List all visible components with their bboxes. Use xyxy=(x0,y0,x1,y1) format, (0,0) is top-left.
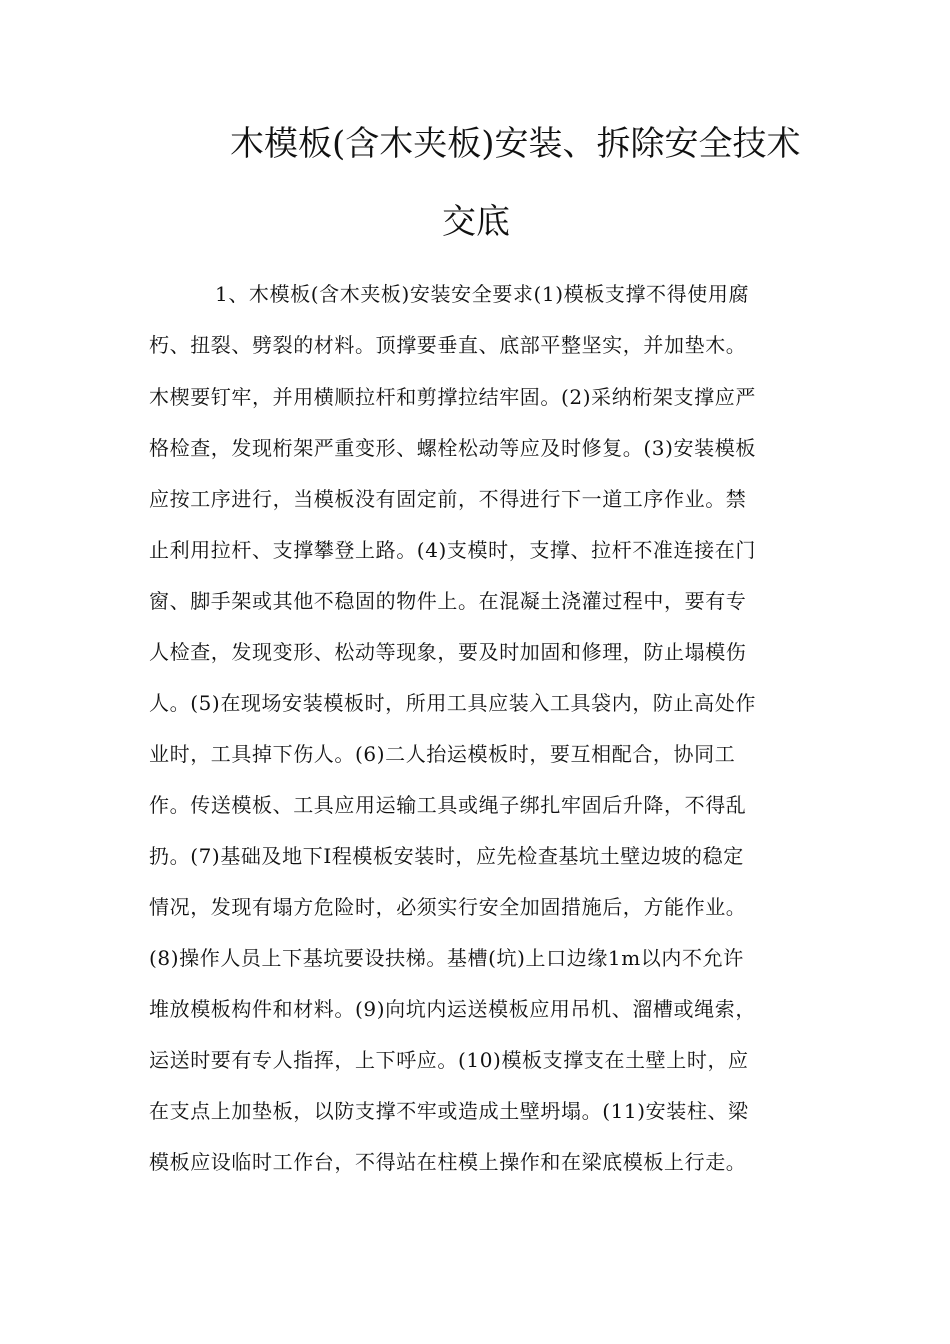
paragraph-line-13: 情况，发现有塌方危险时，必须实行安全加固措施后，方能作业。 xyxy=(149,895,747,919)
paragraph-line-15: 堆放模板构件和材料。(9)向坑内运送模板应用吊机、溜槽或绳索， xyxy=(149,997,756,1021)
paragraph-line-4: 格检查，发现桁架严重变形、螺栓松动等应及时修复。(3)安装模板 xyxy=(149,436,756,460)
paragraph-line-3: 木楔要钉牢，并用横顺拉杆和剪撑拉结牢固。(2)采纳桁架支撑应严 xyxy=(149,385,756,409)
paragraph-line-1: 1、木模板(含木夹板)安装安全要求(1)模板支撑不得使用腐 xyxy=(215,282,750,306)
paragraph-line-2: 朽、扭裂、劈裂的材料。顶撑要垂直、底部平整坚实，并加垫木。 xyxy=(149,333,747,357)
paragraph-line-14: (8)操作人员上下基坑要设扶梯。基槽(坑)上口边缘1m以内不允许 xyxy=(149,946,744,970)
paragraph-line-17: 在支点上加垫板，以防支撑不牢或造成土壁坍塌。(11)安装柱、梁 xyxy=(149,1099,749,1123)
paragraph-line-12: 扔。(7)基础及地下I程模板安装时，应先检查基坑土壁边坡的稳定 xyxy=(149,844,744,868)
paragraph-line-10: 业时，工具掉下伤人。(6)二人抬运模板时，要互相配合，协同工 xyxy=(149,742,736,766)
paragraph-line-7: 窗、脚手架或其他不稳固的物件上。在混凝土浇灌过程中，要有专 xyxy=(149,589,747,613)
paragraph-line-16: 运送时要有专人指挥，上下呼应。(10)模板支撑支在土壁上时，应 xyxy=(149,1048,749,1072)
paragraph-line-5: 应按工序进行，当模板没有固定前，不得进行下一道工序作业。禁 xyxy=(149,487,747,511)
paragraph-line-6: 止利用拉杆、支撑攀登上路。(4)支模时，支撑、拉杆不准连接在门 xyxy=(149,538,756,562)
paragraph-line-9: 人。(5)在现场安装模板时，所用工具应装入工具袋内，防止高处作 xyxy=(149,691,756,715)
paragraph-line-18: 模板应设临时工作台，不得站在柱模上操作和在梁底模板上行走。 xyxy=(149,1150,747,1174)
document-title-line-1: 木模板(含木夹板)安装、拆除安全技术 xyxy=(230,124,801,164)
document-title-line-2: 交底 xyxy=(442,202,510,242)
paragraph-line-8: 人检查，发现变形、松动等现象，要及时加固和修理，防止塌模伤 xyxy=(149,640,747,664)
paragraph-line-11: 作。传送模板、工具应用运输工具或绳子绑扎牢固后升降，不得乱 xyxy=(149,793,747,817)
